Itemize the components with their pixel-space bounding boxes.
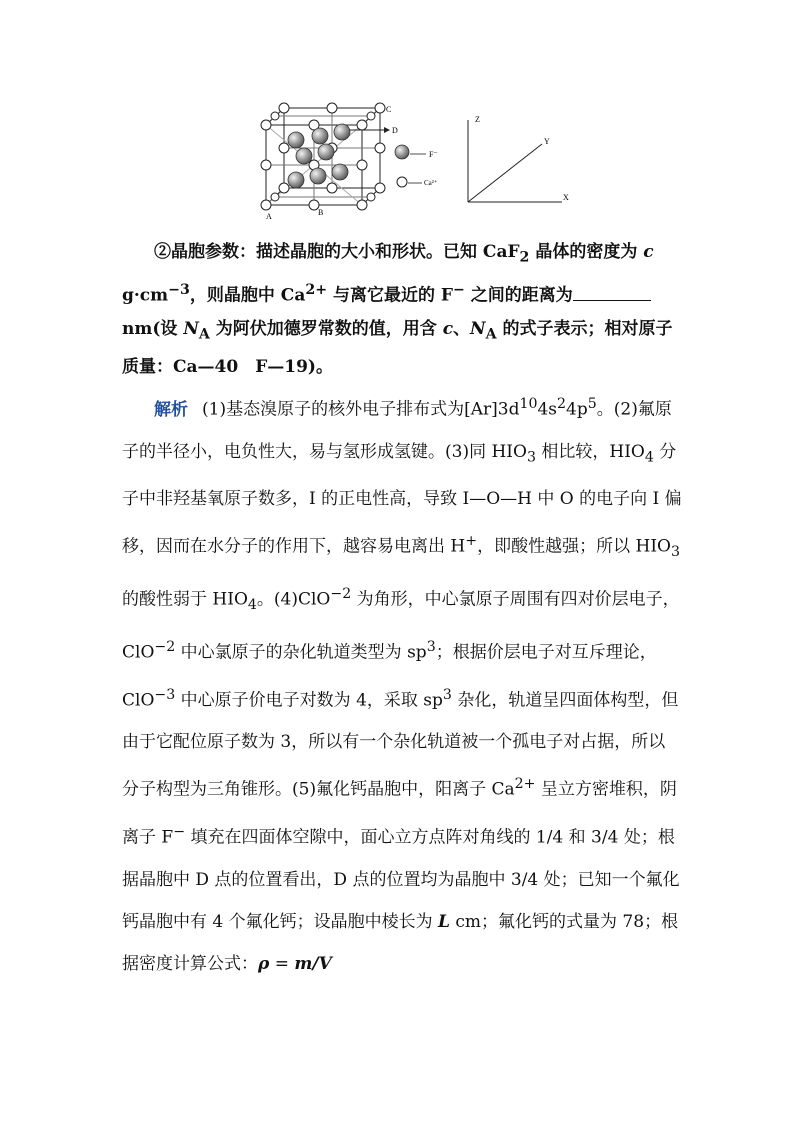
solution-text: 解析 (1)基态溴原子的核外电子排布式为$[Ar]3d^{10}4s^24p^5$。(2)氟原子的半径小，电负性大，易与氢形成氢键。(3)同 $HIO_3$ 相比较，$HIO_4$ 分子中非羟基氧原子数多，I 的正电性高，导致 I—O—H 中 O 的电子向 I 偏移，因而在水分子的作用下，越容易电离出 H+，即酸性越强；所以 $HIO_3$ 的酸性弱于 $HIO_4$。(4)ClO$^{-2}$ 为角形，中心氯原子周围有四对价层电子，ClO$^{-2}$ 中心氯原子的杂化轨道类型为 $sp^3$；根据价层电子对互斥理论，ClO$^{-3}$ 中心原子价电子对数为 4，采取 $sp^3$ 杂化，轨道呈四面体构型，但由于它配位原子数为 3，所以有一个杂化轨道被一个孤电子对占据，所以分子构型为三角锥形。(5)氟化钙晶胞中，阳离子 $Ca^{2+}$ 呈立方密堆积，阴离子 F− 填充在四面体空隙中，面心立方点阵对角线的 1/4 和 3/4 处；根据晶胞中 D 点的位置看出，D 点的位置均为晶胞中 3/4 处；已知一个氟化钙晶胞中有 4 个氟化钙；设晶胞中棱长为 L cm；氟化钙的式量为 78；根据密度计算公式：ρ = m/V bbox=[122, 396, 682, 974]
label-a: A bbox=[266, 212, 272, 221]
label-d: D bbox=[392, 126, 398, 135]
d-arrow-head bbox=[384, 127, 390, 133]
figure-svg bbox=[250, 100, 590, 225]
question-text: ②晶胞参数：描述晶胞的大小和形状。已知 CaF$_2$ 晶体的密度为 c $g\cdot cm^{-3}$，则晶胞中 $Ca^{2+}$ 与离它最近的 F− 之间的距离为 nm(设 $N_A$ 为阿伏加德罗常数的值，用含 c、$N_A$ 的式子表示；相对原子质量：Ca—40 F—19)。 bbox=[122, 242, 673, 378]
answer-blank[interactable] bbox=[573, 284, 651, 301]
legend-ca-circle bbox=[397, 177, 407, 187]
legend-ca-label: Ca²⁺ bbox=[424, 179, 438, 187]
label-c: C bbox=[386, 105, 392, 114]
crystal-cell-figure bbox=[250, 100, 590, 225]
solution-label: 解析 bbox=[154, 399, 188, 420]
axis-x-label: X bbox=[563, 193, 569, 202]
axis-z-label: Z bbox=[475, 115, 480, 124]
xyz-axes bbox=[468, 120, 562, 202]
label-b: B bbox=[318, 208, 324, 217]
legend-f-label: F⁻ bbox=[429, 150, 438, 159]
axis-y-label: Y bbox=[544, 137, 550, 146]
legend-f-sphere bbox=[395, 145, 409, 159]
f-ions bbox=[288, 124, 350, 188]
